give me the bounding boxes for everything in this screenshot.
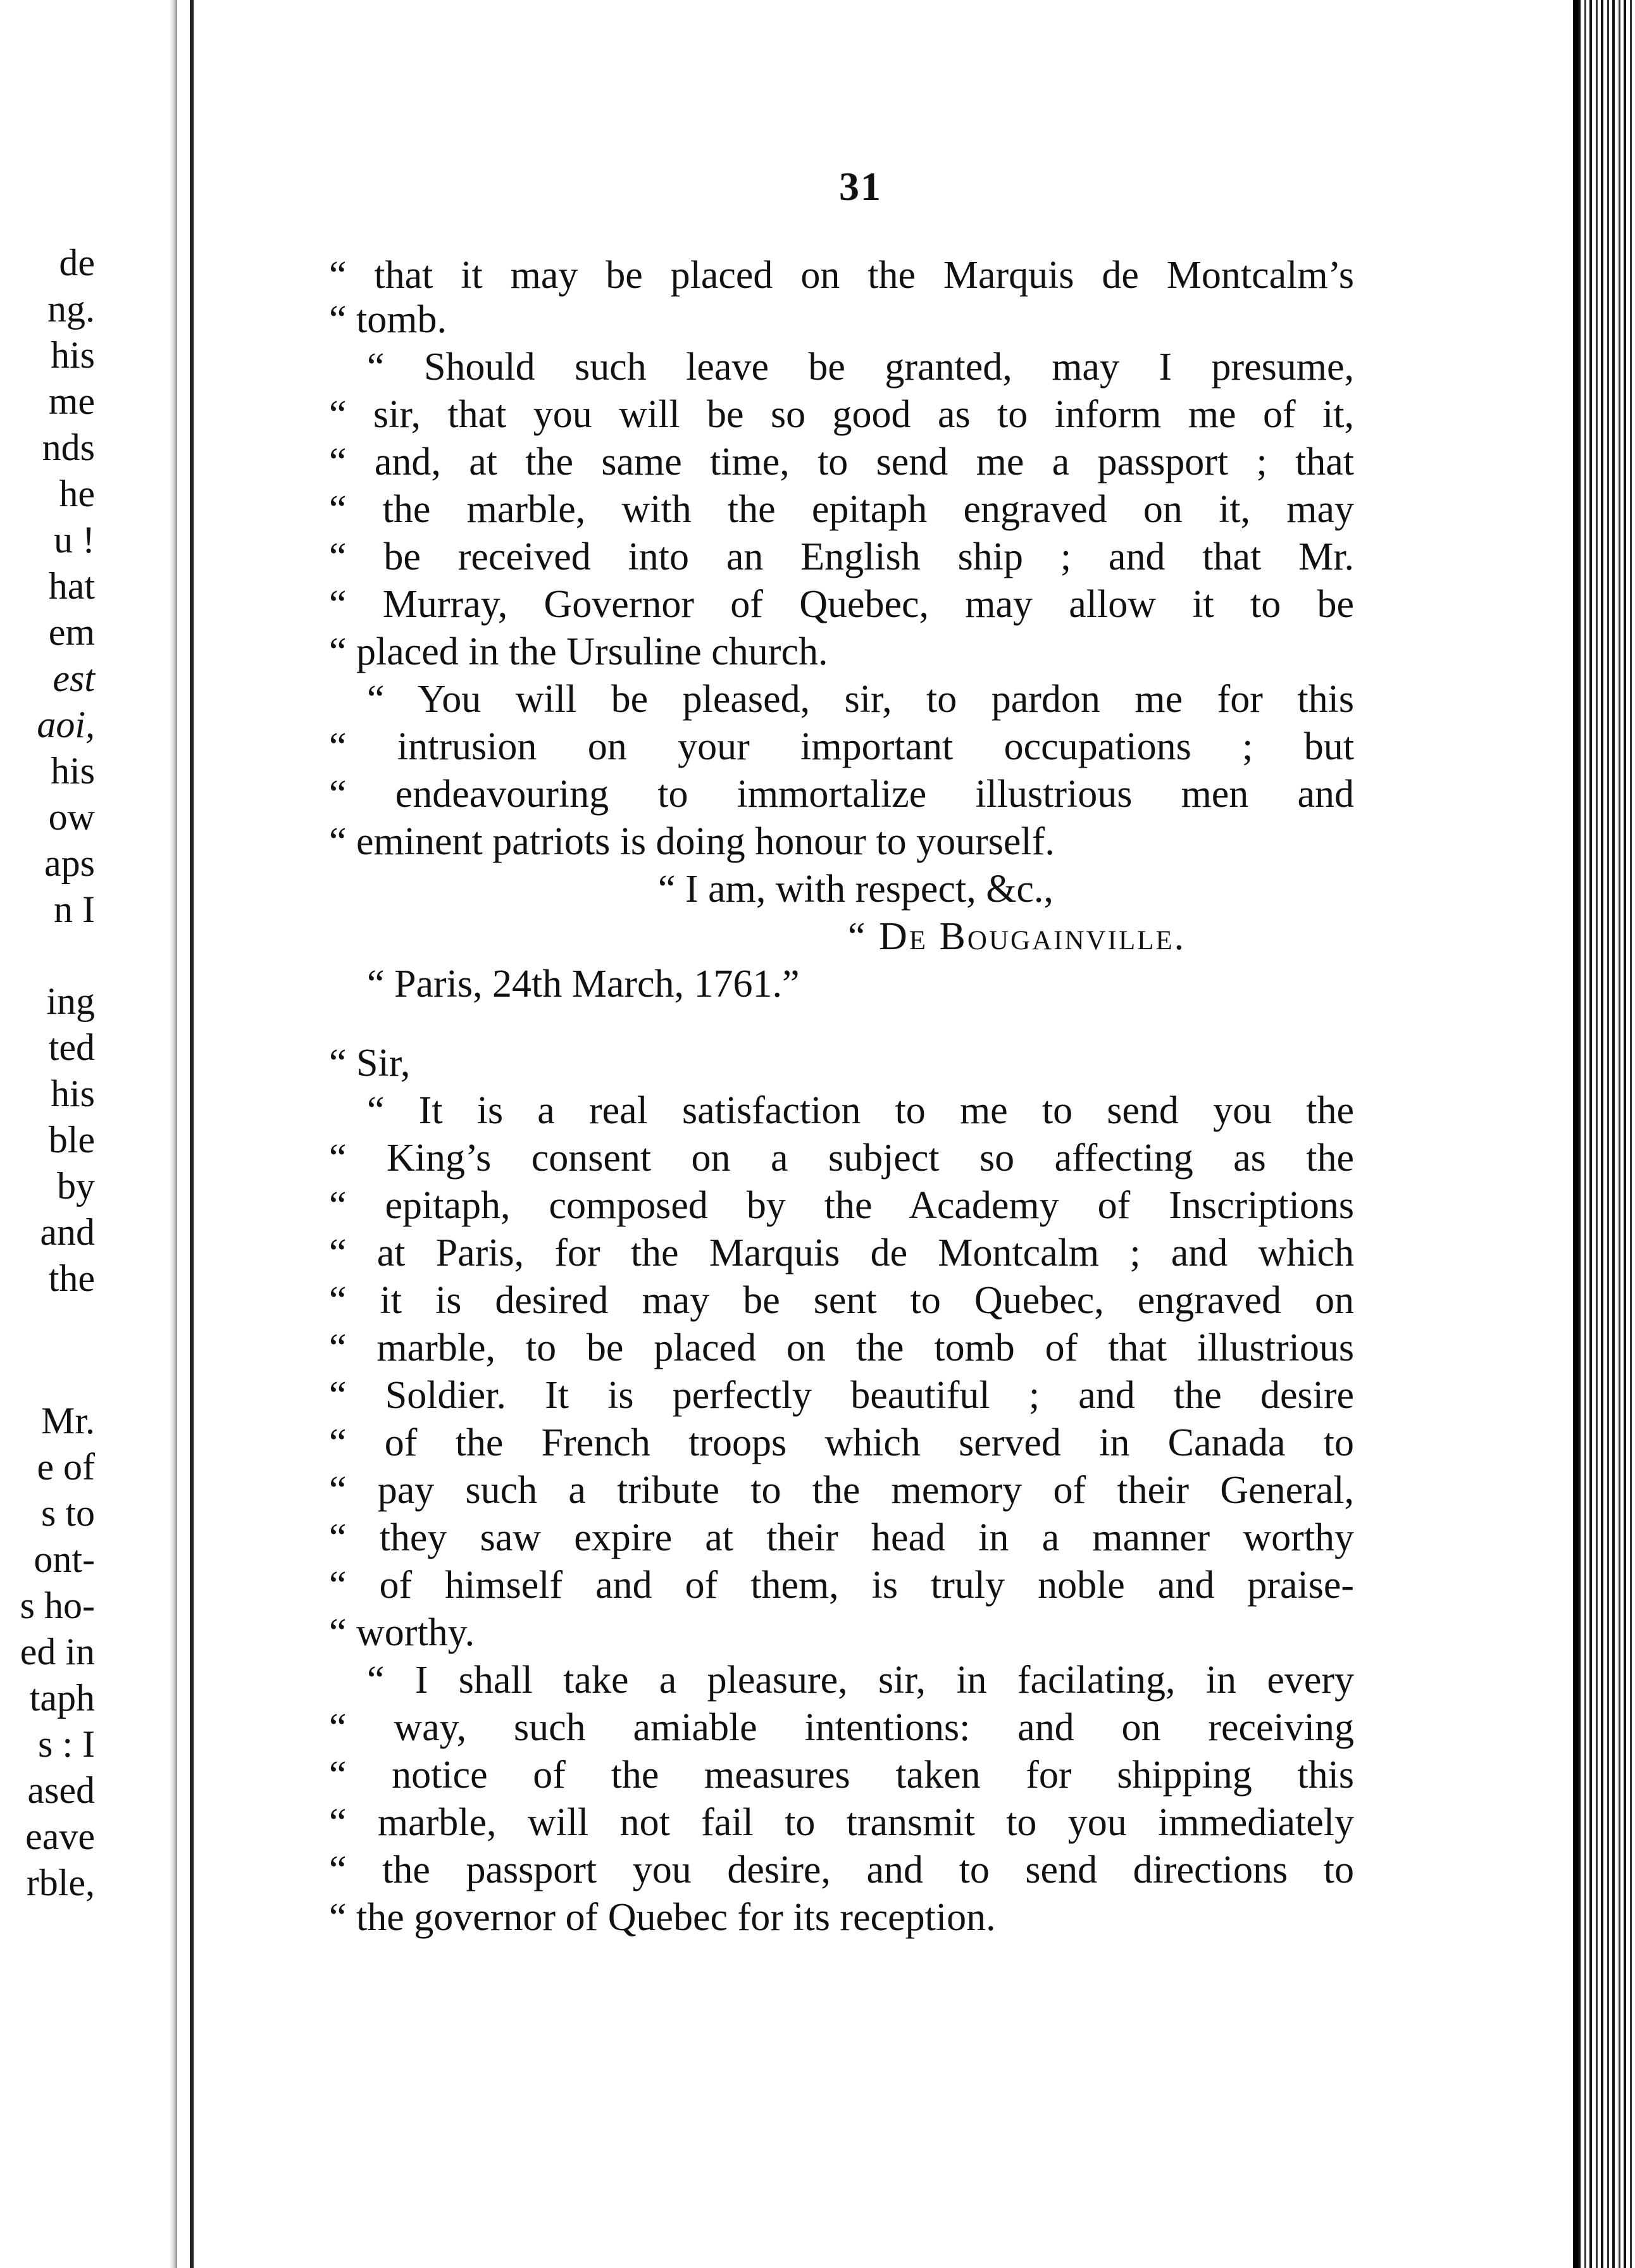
text-line: “ placed in the Ursuline church. [329,630,828,673]
text-line: “ at Paris, for the Marquis de Montcalm ; and which [329,1231,1354,1274]
left-line: the [48,1257,95,1299]
text-line: “ epitaph, composed by the Academy of Inscriptions [329,1184,1354,1227]
text-line: “ King’s consent on a subject so affecting as the [329,1137,1354,1180]
left-line: hat [48,565,95,607]
text-line: “ pay such a tribute to the memory of their General, [329,1469,1354,1512]
signature: “ De Bougainville. [848,915,1186,958]
text-line: “ worthy. [329,1611,475,1654]
text-line: “ notice of the measures taken for shipping this [329,1754,1354,1797]
left-line: s ho- [20,1585,95,1626]
left-line: ed in [20,1631,95,1673]
left-line: his [50,1073,95,1114]
left-line: s : I [38,1723,95,1765]
book-block-edge [1578,0,1635,2268]
left-line: taph [29,1677,95,1719]
text-line: “ be received into an English ship ; and that Mr. [329,535,1354,578]
left-line: de [59,242,95,284]
left-line: eave [25,1816,95,1857]
text-line: “ of himself and of them, is truly noble and praise- [329,1564,1354,1607]
left-line: ont- [34,1538,95,1580]
text-line: “ intrusion on your important occupations ; but [329,725,1354,768]
text-line: “ it is desired may be sent to Quebec, engraved on [329,1279,1354,1322]
text-line: “ the marble, with the epitaph engraved on it, may [329,488,1354,531]
text-line: “ that it may be placed on the Marquis de Montcalm’s [329,254,1354,297]
text-line: “ You will be pleased, sir, to pardon me for this [367,678,1354,721]
left-line: by [57,1165,95,1207]
left-line: ble [48,1119,95,1161]
text-line: “ the governor of Quebec for its reception. [329,1896,996,1939]
text-line: “ Murray, Governor of Quebec, may allow it to be [329,583,1354,626]
text-line: “ the passport you desire, and to send directions to [329,1848,1354,1891]
left-line: e of [37,1446,95,1488]
gutter-fold [190,0,194,2268]
left-line: aps [44,842,95,884]
text-line: “ and, at the same time, to send me a passport ; that [329,440,1354,483]
left-line: he [59,473,95,514]
text-line: “ It is a real satisfaction to me to send you the [367,1089,1354,1132]
text-line: “ Soldier. It is perfectly beautiful ; and the desire [329,1374,1354,1417]
text-line: “ marble, will not fail to transmit to you immediately [329,1801,1354,1844]
left-line: em [48,611,95,653]
left-line: Mr. [40,1400,95,1442]
left-line: ted [48,1026,95,1068]
left-line: ing [46,980,95,1022]
text-line: “ tomb. [329,298,447,341]
page-edge-line [1573,0,1578,2268]
text-line: “ sir, that you will be so good as to inform me of it, [329,393,1354,436]
left-line: ow [48,796,95,838]
closing-salutation: “ I am, with respect, &c., [658,868,1054,911]
left-line: me [48,380,95,422]
gutter-shadow [170,0,177,2268]
left-line: rble, [26,1862,95,1904]
text-line: “ eminent patriots is doing honour to yourself. [329,820,1055,863]
text-line: “ marble, to be placed on the tomb of that illustrious [329,1326,1354,1369]
text-line: “ I shall take a pleasure, sir, in facilating, in every [367,1659,1354,1702]
left-line: u ! [54,519,95,561]
left-line: est [53,657,95,699]
text-line: “ Should such leave be granted, may I presume, [367,346,1354,389]
top-margin [194,0,1573,8]
left-line: his [50,750,95,792]
left-line: and [40,1211,95,1253]
left-line: his [50,334,95,376]
text-line: “ of the French troops which served in Canada to [329,1421,1354,1464]
text-line: “ way, such amiable intentions: and on receiving [329,1706,1354,1749]
left-line: n I [54,888,95,930]
left-line: ng. [47,288,95,330]
left-line: aoi, [37,704,95,745]
left-line: s to [40,1492,95,1534]
dateline: “ Paris, 24th March, 1761.” [367,963,800,1006]
previous-page-fragment [0,0,190,2268]
text-line: “ endeavouring to immortalize illustrious men and [329,773,1354,816]
left-line: ased [27,1769,95,1811]
left-line: nds [42,427,95,468]
text-line: “ they saw expire at their head in a manner worthy [329,1516,1354,1559]
text-line: “ Sir, [329,1042,411,1085]
page-number: 31 [839,164,882,209]
